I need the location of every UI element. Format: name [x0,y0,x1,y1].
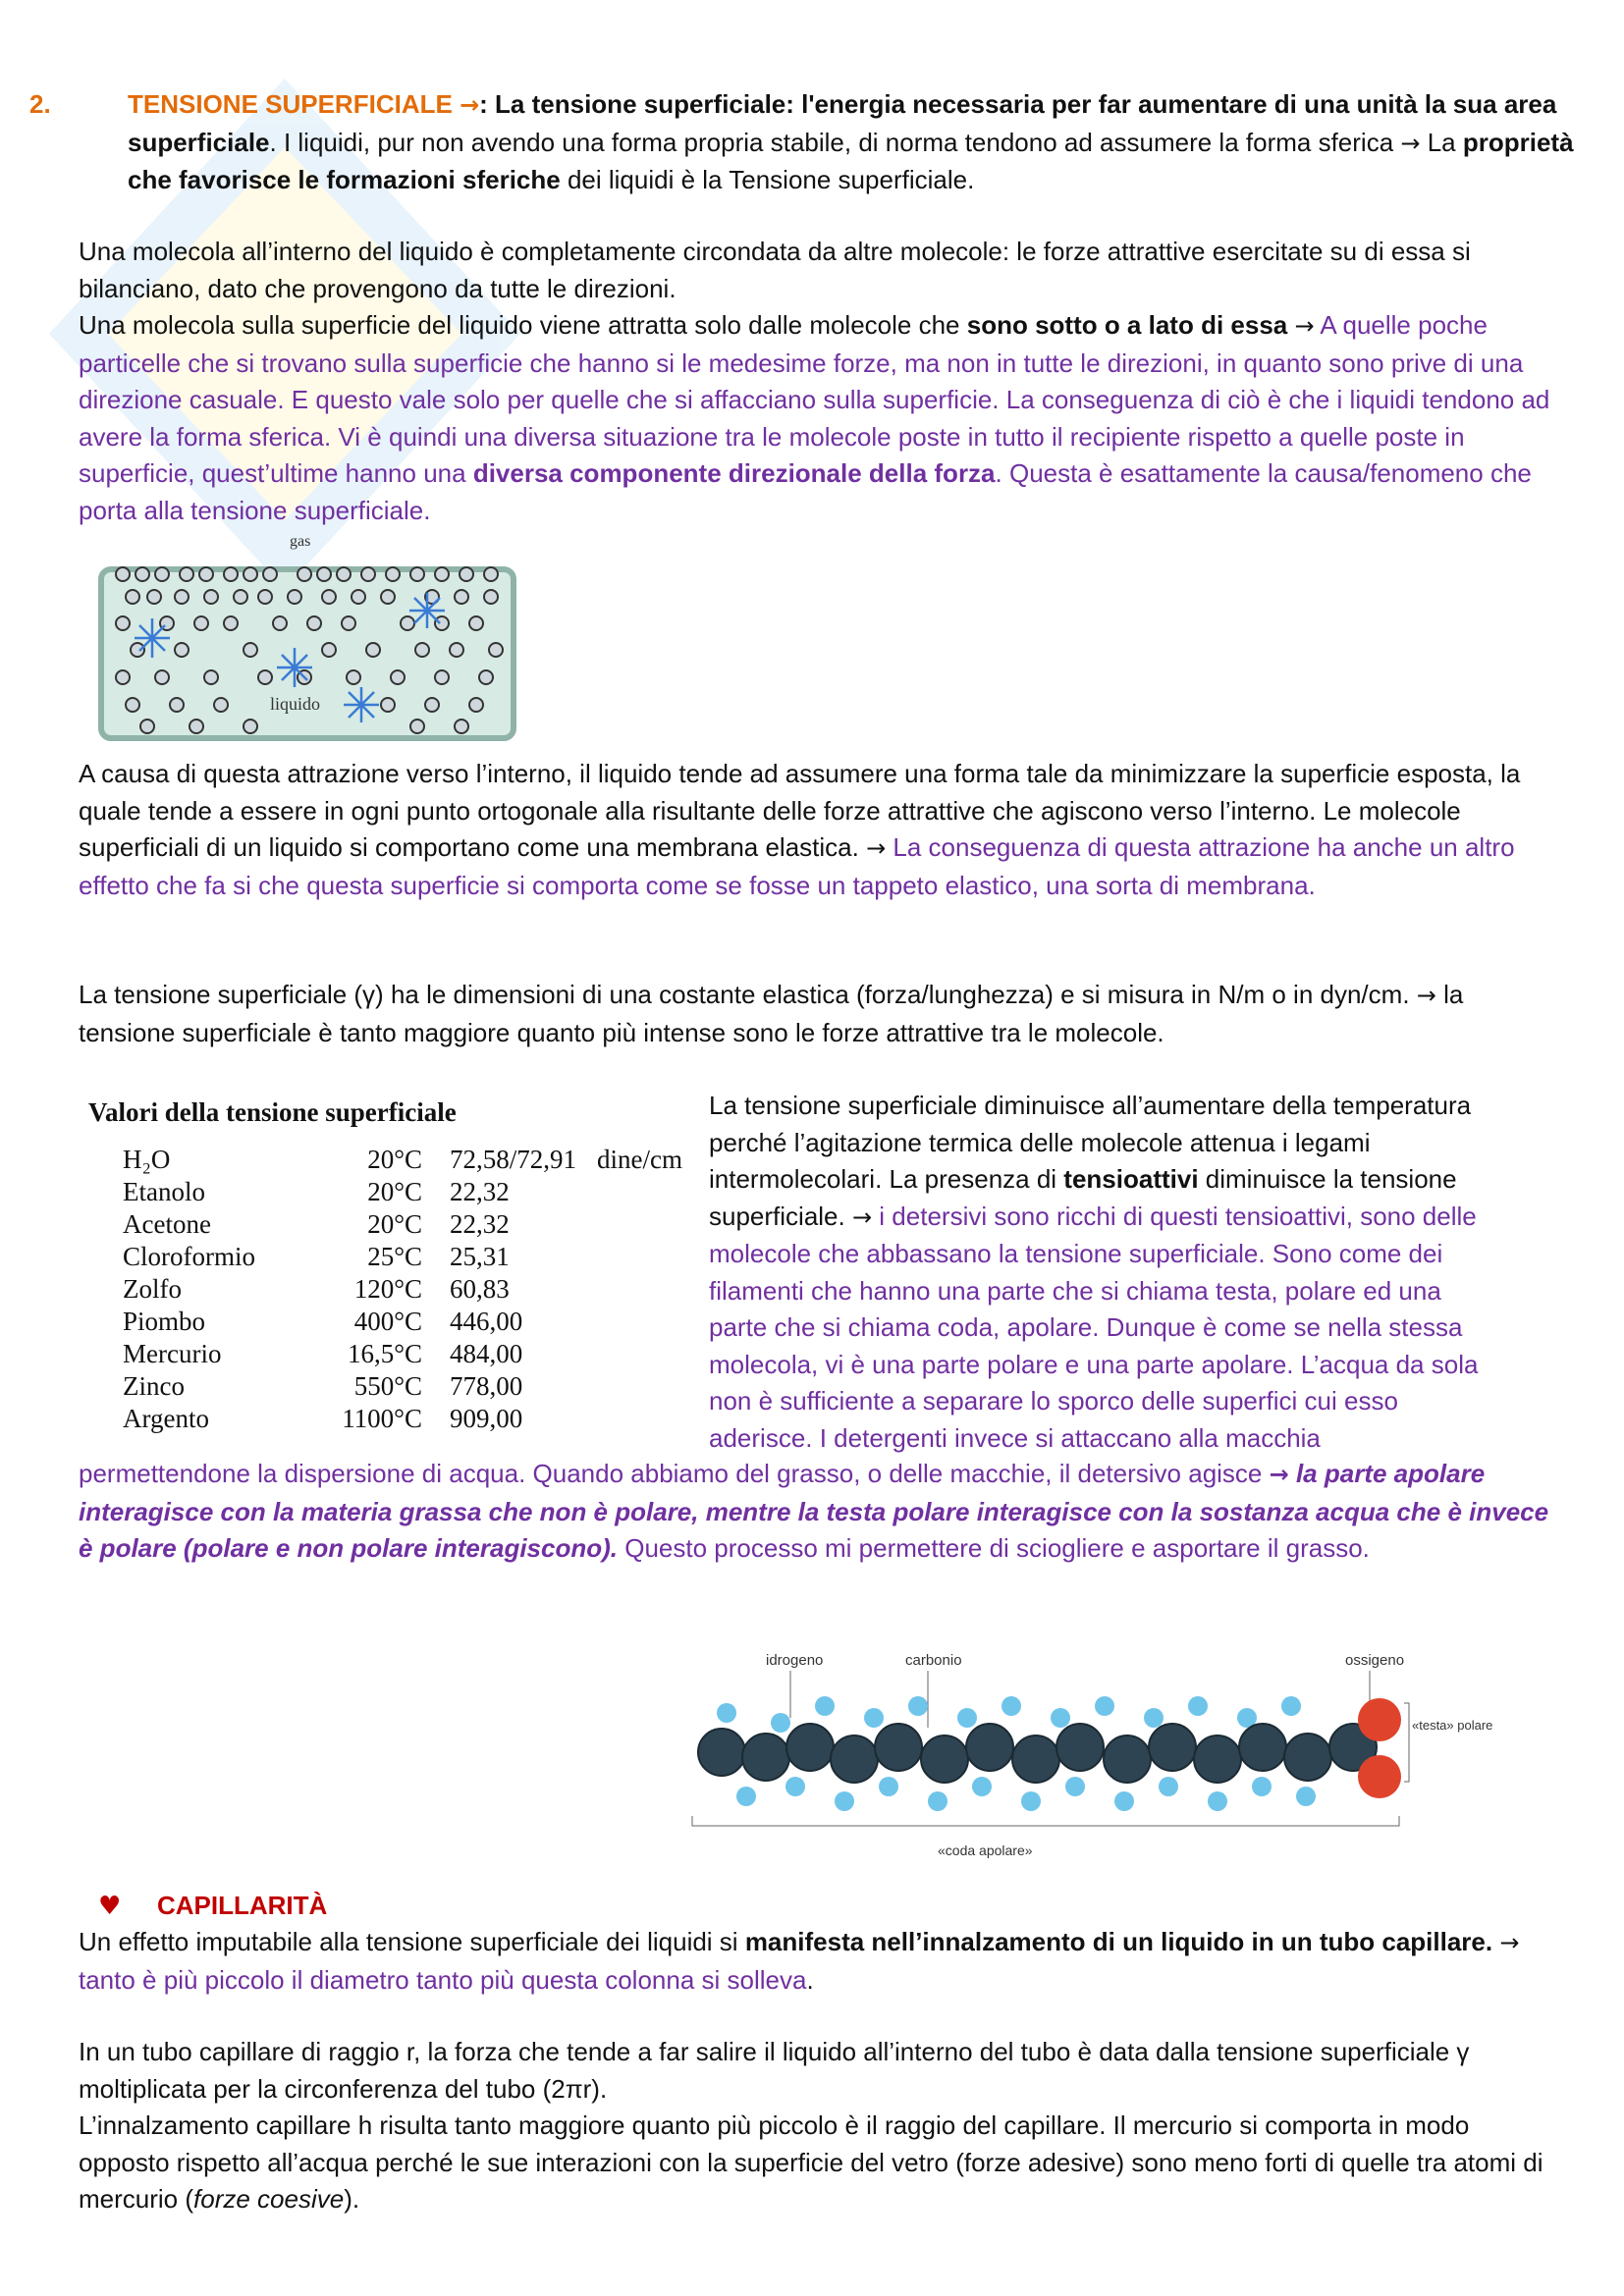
table-cell-temperature: 25°C [367,1242,422,1271]
surface-note-bold: diversa componente direzionale della forza [472,458,996,488]
surfactant-molecule-figure [687,1649,1493,1865]
capillarity-text: . [806,1964,814,1995]
detergent-note: i detersivi sono ricchi di questi tensioattivi, sono delle [872,1201,1477,1231]
oxygen-label: ossigeno [1345,1652,1405,1669]
temperature-text: diminuisce la tensione [1198,1164,1457,1194]
table-cell-temperature: 20°C [367,1145,422,1174]
table-cell-value: 72,58/72,91 [450,1145,577,1174]
table-cell-temperature: 20°C [367,1209,422,1239]
capillarity-text: ). [344,2184,360,2214]
surface-note: A quelle poche particelle che si trovano sulla superficie che hanno si le medesime forze, ma non in tutte le direzioni, in quanto sono prive di una direzione casuale. E questo vale solo per quelle che si affacciano sulla superficie. La conseguenza di ciò è che i liquidi tendono ad avere la forma sferica. Vi è quindi una diversa situazione tra le molecole poste in tutto il recipiente rispetto a quelle poste in superficie, quest’ultime hanno una [79,310,1550,488]
arrow-right-icon: → [460,91,480,119]
paragraph-detergent-action [79,1456,1561,1568]
table-cell-temperature: 20°C [367,1177,422,1206]
detergent-text: Questo processo mi permettere di sciogliere e asportare il grasso. [618,1533,1370,1563]
table-cell-temperature: 120°C [353,1274,422,1304]
liquid-label: liquido [270,694,321,714]
arrow-right-icon: → [1416,982,1436,1009]
temperature-line: perché l’agitazione termica delle molecole attenua i legami [709,1127,1371,1157]
carbon-label: carbonio [905,1652,962,1669]
detergent-note-line: non è sufficiente a separare lo sporco delle superfici cui esso [709,1386,1398,1415]
table-cell-unit [597,1338,682,1370]
table-title: Valori della tensione superficiale [88,1097,457,1127]
table-cell-substance: Etanolo [123,1177,205,1206]
table-cell-unit [597,1176,682,1208]
capillarity-note: tanto è più piccolo il diametro tanto più questa colonna si solleva [79,1964,807,1995]
table-row [83,1176,682,1208]
table-cell-value: 25,31 [450,1242,510,1271]
table-row [83,1306,682,1338]
detergent-note-line: molecole che abbassano la tensione superficiale. Sono come dei [709,1239,1443,1268]
paragraph-temperature [709,1088,1573,1457]
table-row [83,1370,682,1403]
definition-text: dei liquidi è la Tensione superficiale. [560,165,975,194]
table-cell-substance: Argento [123,1404,209,1433]
heart-bullet-icon: ♥ [98,1892,122,1921]
paragraph-inside-molecule: Una molecola all’interno del liquido è completamente circondata da altre molecole: le forze attrattive esercitate su di essa si bilanciano, dato che provengono da tutte le direzioni. [79,237,1471,303]
paragraph-gamma [79,977,1561,1051]
capillarity-paragraph-3 [79,2108,1561,2218]
table-row [83,1208,682,1241]
capillarity-paragraph-1 [79,1924,1561,1999]
section-2-definition [29,86,1610,199]
surface-text: Una molecola sulla superficie del liquido viene attratta solo dalle molecole che [79,310,967,340]
table-row [83,1273,682,1306]
arrow-right-icon: → [851,1202,873,1231]
gamma-text: la tensione superficiale è tanto maggiore quanto più intense sono le forze attrattive tra le molecole. [79,980,1464,1047]
table-cell-unit [597,1208,682,1241]
arrow-right-icon: → [1499,1929,1520,1956]
capillarity-paragraph-2: In un tubo capillare di raggio r, la forza che tende a far salire il liquido all’interno del tubo è data dalla tensione superficiale γ moltiplicata per la circonferenza del tubo (2πr). [79,2037,1470,2104]
capillarity-text: Un effetto imputabile alla tensione superficiale dei liquidi si [79,1927,745,1956]
section-title: TENSIONE SUPERFICIALE [128,89,453,119]
arrow-right-icon: → [1400,129,1421,157]
table-cell-unit [597,1306,682,1338]
table-cell-value: 446,00 [450,1307,523,1336]
table-cell-substance: Zinco [123,1371,185,1401]
detergent-note-line: molecola, vi è una parte polare e una parte apolare. L’acqua da sola [709,1349,1479,1379]
section-number: 2. [29,89,51,119]
surface-tension-table [83,1144,682,1435]
table-cell-substance: Mercurio [123,1339,222,1368]
table-cell-value: 22,32 [450,1177,510,1206]
capillarity-bold: manifesta nell’innalzamento di un liquido in un tubo capillare. [744,1927,1493,1956]
beaker-figure [93,530,525,746]
detergent-bold-italic: la parte apolare interagisce con la materia grassa che non è polare, mentre la testa polare interagisce con la sostanza acqua che è invece è polare (polare e non polare interagiscono). [79,1459,1549,1563]
hydrogen-label: idrogeno [766,1652,824,1669]
detergent-note-line: filamenti che hanno una parte che si chiama testa, polare ed una [709,1275,1441,1306]
arrow-right-icon: → [1294,312,1315,340]
paragraph-surface-molecule [79,307,1561,529]
table-cell-value: 909,00 [450,1404,523,1433]
table-cell-substance: Cloroformio [123,1242,255,1271]
temperature-text: intermolecolari. La presenza di [709,1164,1064,1194]
table-row [83,1144,682,1176]
capillarity-heading [98,1888,327,1926]
table-row [83,1241,682,1273]
definition-text: La [1420,127,1463,157]
table-cell-unit [597,1273,682,1306]
table-cell-value: 60,83 [450,1274,510,1304]
capillarity-title: CAPILLARITÀ [157,1891,328,1920]
carbon-atoms [698,1724,1377,1783]
attraction-text: A causa di questa attrazione verso l’interno, il liquido tende ad assumere una forma tale da minimizzare la superficie esposta, la quale tende a essere in ogni punto ortogonale alla risultante delle forze attrattive che agiscono verso l’interno. Le molecole superficiali di un liquido si comportano come una membrana elastica. [79,759,1521,862]
table-cell-temperature: 16,5°C [347,1339,422,1368]
gamma-text: La tensione superficiale (γ) ha le dimensioni di una costante elastica (forza/lunghezza) e si misura in N/m o in dyn/cm. [79,980,1417,1009]
definition-bold: : La tensione superficiale: l'energia necessaria per far aumentare di una unità la sua area superficiale [128,89,1557,157]
table-cell-temperature: 400°C [353,1307,422,1336]
attraction-note: La conseguenza di questa attrazione ha anche un altro effetto che fa si che questa superficie si comporta come se fosse un tappeto elastico, una sorta di membrana. [79,832,1515,900]
surfactants-bold: tensioattivi [1063,1164,1199,1194]
definition-bold: proprietà che favorisce le formazioni sferiche [128,127,1574,194]
temperature-line [709,1199,1573,1237]
table-cell-substance: Acetone [123,1209,211,1239]
tail-label: «coda apolare» [938,1842,1033,1858]
detergent-note-line: aderisce. I detergenti invece si attaccano alla macchia [709,1422,1321,1453]
head-label: «testa» polare [1412,1718,1493,1733]
table-cell-unit: dine/cm [597,1145,682,1174]
table-cell-value: 22,32 [450,1209,510,1239]
table-cell-temperature: 1100°C [342,1404,422,1433]
table-row [83,1338,682,1370]
arrow-right-icon: → [866,834,887,862]
gas-label: gas [290,533,311,550]
table-cell-unit [597,1403,682,1435]
cohesive-forces-italic: forze coesive [193,2184,345,2214]
table-cell-substance: H₂O [123,1145,171,1174]
table-cell-substance: Piombo [123,1307,206,1336]
table-cell-value: 778,00 [450,1371,523,1401]
detergent-text: permettendone la dispersione di acqua. Quando abbiamo del grasso, o delle macchie, il detersivo agisce [79,1459,1270,1488]
table-cell-unit [597,1370,682,1403]
table-cell-value: 484,00 [450,1339,523,1368]
table-cell-temperature: 550°C [353,1371,422,1401]
detergent-note-line: parte che si chiama coda, apolare. Dunque è come se nella stessa [709,1312,1463,1342]
surface-note: . Questa è esattamente la causa/fenomeno che porta alla tensione superficiale. [79,458,1532,525]
paragraph-inward-attraction [79,756,1561,904]
temperature-line [709,1161,1573,1199]
table-cell-substance: Zolfo [123,1274,182,1304]
surface-bold: sono sotto o a lato di essa [966,310,1288,340]
temperature-line: La tensione superficiale diminuisce all’aumentare della temperatura [709,1091,1472,1120]
definition-text: . I liquidi, pur non avendo una forma propria stabile, di norma tendono ad assumere la forma sferica [269,127,1401,157]
table-cell-unit [597,1241,682,1273]
arrow-right-icon: → [1269,1461,1289,1488]
table-row [83,1403,682,1435]
temperature-text: superficiale. [709,1201,852,1231]
capillarity-text: L’innalzamento capillare h risulta tanto maggiore quanto più piccolo è il raggio del capillare. Il mercurio si comporta in modo opposto rispetto all’acqua perché le sue interazioni con la superficie del vetro (forze adesive) sono meno forti di quelle tra atomi di mercurio ( [79,2110,1543,2214]
